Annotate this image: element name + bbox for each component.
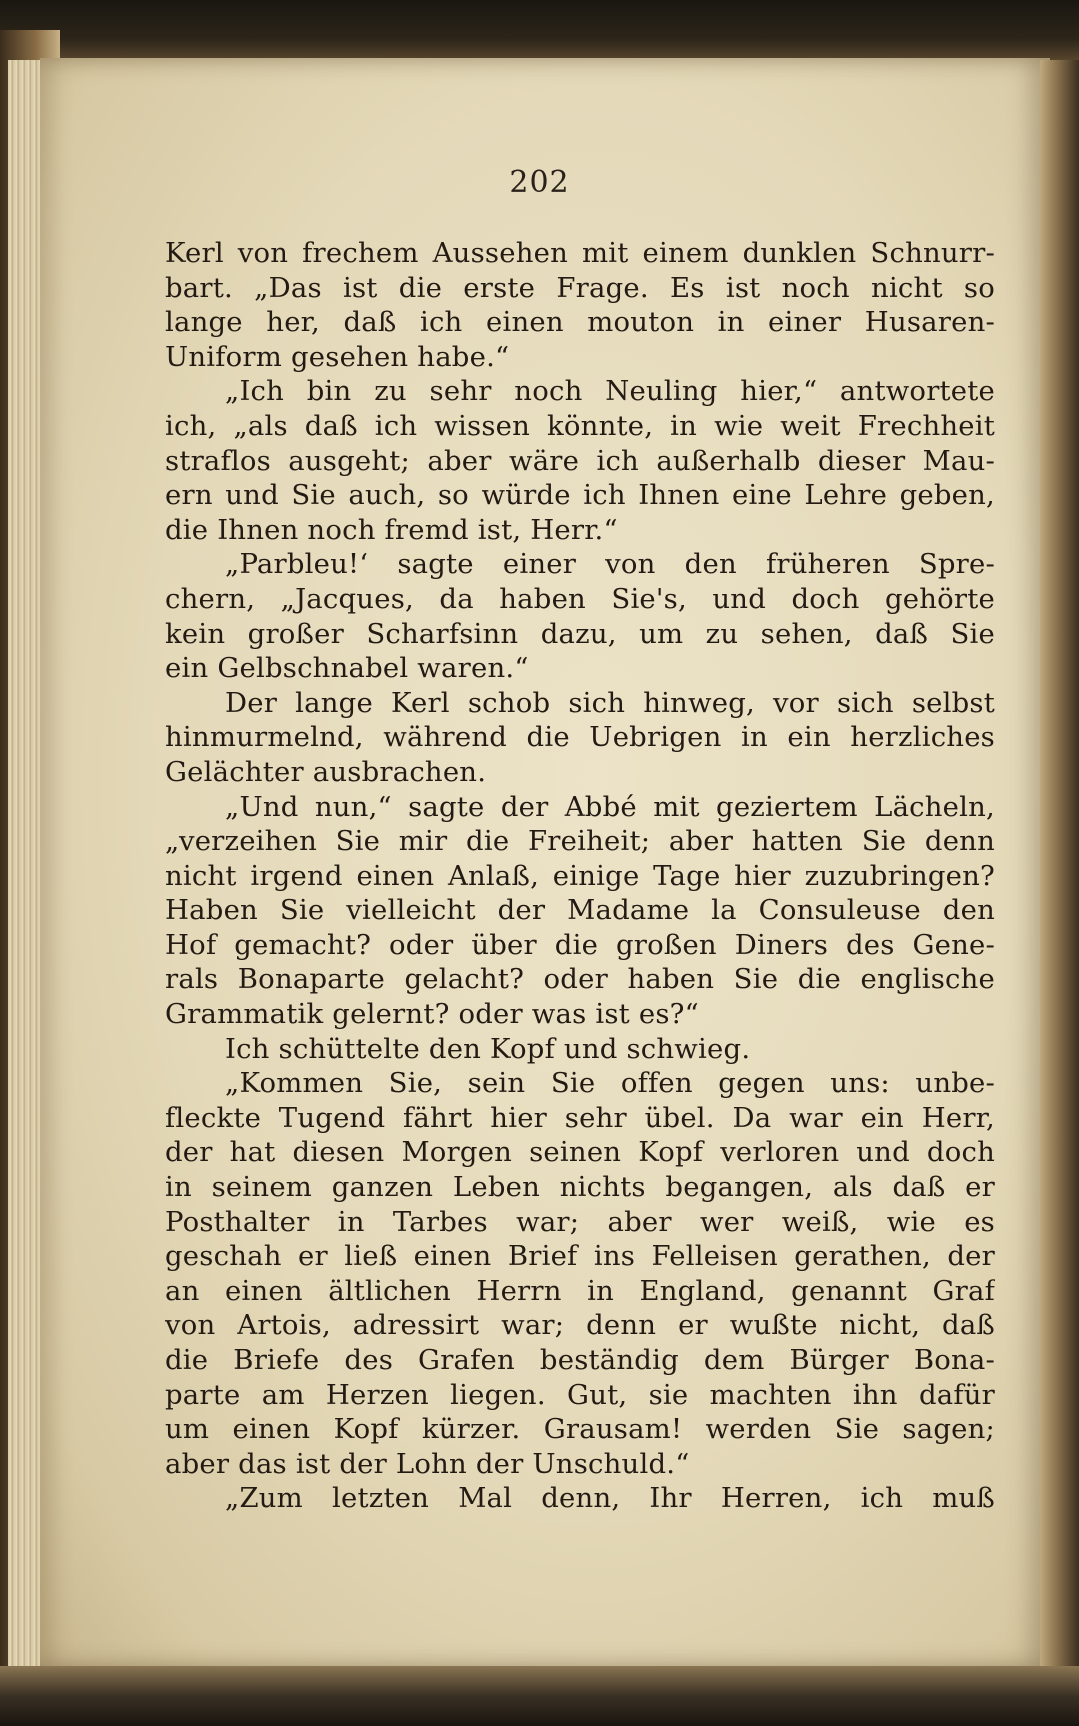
text-line: um einen Kopf kürzer. Grausam! werden Sie sagen;: [165, 1413, 995, 1446]
text-line: an einen ältlichen Herrn in England, genannt Graf: [165, 1274, 995, 1307]
text-line: geschah er ließ einen Brief ins Felleisen gerathen, der: [165, 1240, 995, 1273]
text-line: „Parbleu!‘ sagte einer von den früheren Spre-: [225, 548, 995, 581]
text-line: „verzeihen Sie mir die Freiheit; aber hatten Sie denn: [165, 825, 995, 858]
text-line: die Briefe des Grafen beständig dem Bürger Bona-: [165, 1344, 995, 1376]
text-line: hinmurmelnd, während die Uebrigen in ein herzliches: [165, 721, 995, 754]
text-line: parte am Herzen liegen. Gut, sie machten ihn dafür: [165, 1378, 995, 1411]
book-spine-shadow: [1040, 60, 1079, 1700]
text-line: kein großer Scharfsinn dazu, um zu sehen, daß Sie: [165, 617, 995, 650]
text-line: der hat diesen Morgen seinen Kopf verloren und doch: [165, 1136, 995, 1169]
text-line: die Ihnen noch fremd ist, Herr.“: [165, 513, 618, 546]
text-line: Haben Sie vielleicht der Madame la Consuleuse den: [165, 894, 995, 927]
text-line: Grammatik gelernt? oder was ist es?“: [165, 998, 699, 1031]
book-bottom-edge: [0, 1666, 1079, 1726]
text-line: bart. „Das ist die erste Frage. Es ist noch nicht so: [165, 271, 995, 304]
text-line: Der lange Kerl schob sich hinweg, vor sich selbst: [225, 686, 995, 719]
page-number: 202: [509, 165, 570, 200]
text-line: „Ich bin zu sehr noch Neuling hier,“ antwortete: [225, 375, 995, 408]
text-line: „Und nun,“ sagte der Abbé mit geziertem Lächeln,: [225, 790, 995, 823]
text-line: Gelächter ausbrachen.: [165, 755, 487, 788]
text-line: ich, „als daß ich wissen könnte, in wie weit Frechheit: [165, 409, 995, 442]
text-line: chern, „Jacques, da haben Sie's, und doch gehörte: [165, 582, 995, 615]
text-line: nicht irgend einen Anlaß, einige Tage hier zuzubringen?: [165, 859, 995, 892]
text-line: fleckte Tugend fährt hier sehr übel. Da war ein Herr,: [165, 1101, 995, 1134]
text-line: ein Gelbschnabel waren.“: [165, 652, 529, 685]
text-line: in seinem ganzen Leben nichts begangen, als daß er: [165, 1171, 995, 1204]
text-line: rals Bonaparte gelacht? oder haben Sie die englische: [165, 963, 995, 996]
text-line: ern und Sie auch, so würde ich Ihnen eine Lehre geben,: [165, 479, 995, 512]
text-line: lange her, daß ich einen mouton in einer Husaren-: [165, 306, 995, 339]
text-line: Posthalter in Tarbes war; aber wer weiß, wie es: [165, 1205, 995, 1238]
text-line: von Artois, adressirt war; denn er wußte nicht, daß: [165, 1309, 995, 1342]
text-line: Uniform gesehen habe.“: [165, 340, 510, 373]
text-line: Kerl von frechem Aussehen mit einem dunklen Schnurr-: [165, 237, 995, 269]
text-line: straflos ausgeht; aber wäre ich außerhalb dieser Mau-: [165, 444, 995, 477]
text-line: aber das ist der Lohn der Unschuld.“: [165, 1447, 690, 1480]
body-text: [165, 236, 995, 1516]
text-line: Ich schüttelte den Kopf und schwieg.: [225, 1032, 751, 1065]
text-line: „Zum letzten Mal denn, Ihr Herren, ich muß: [225, 1482, 995, 1515]
text-line: Hof gemacht? oder über die großen Diners des Gene-: [165, 928, 995, 961]
text-line: „Kommen Sie, sein Sie offen gegen uns: unbe-: [225, 1067, 995, 1100]
